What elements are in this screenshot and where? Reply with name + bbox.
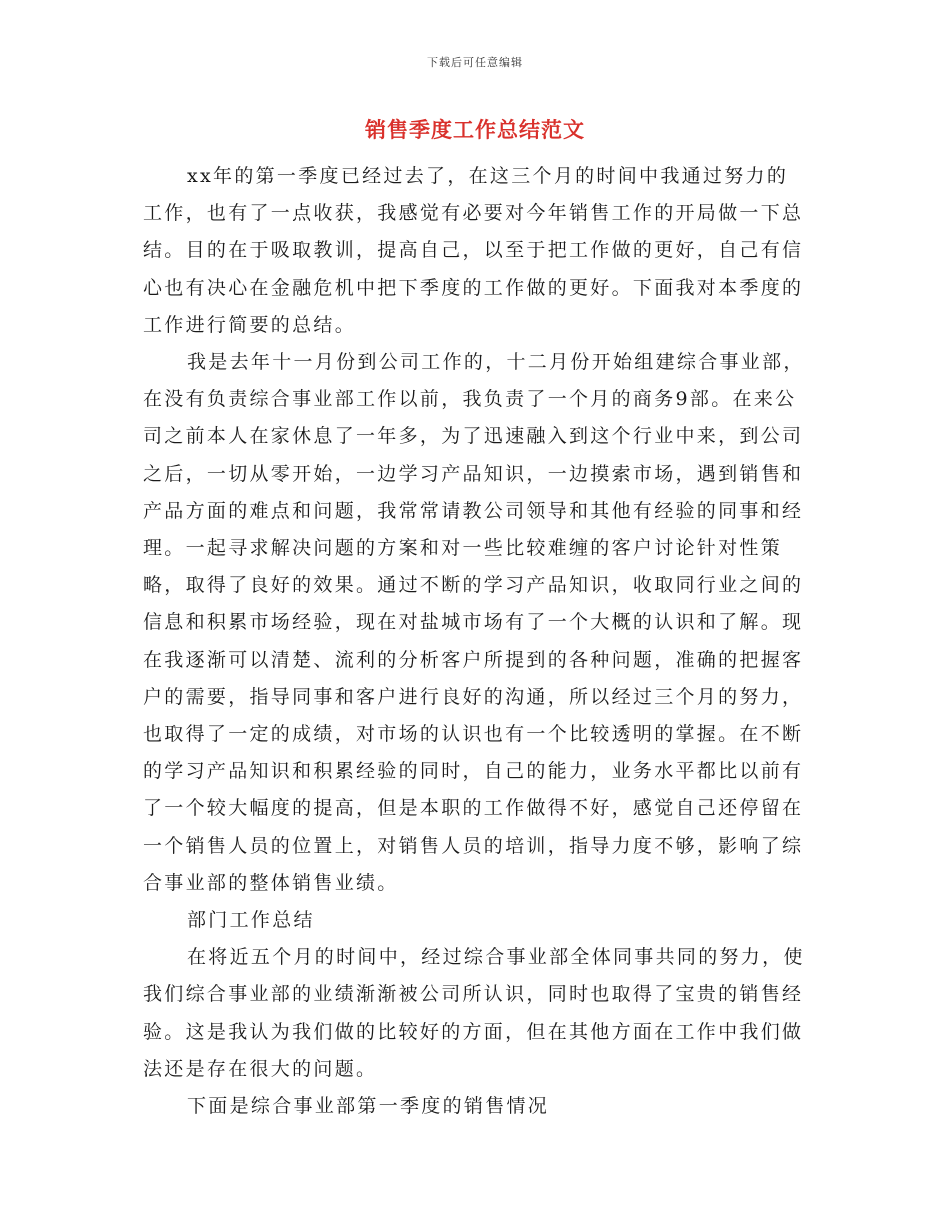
header-note: 下载后可任意编辑 bbox=[427, 56, 523, 69]
document-title: 销售季度工作总结范文 bbox=[365, 117, 585, 142]
paragraph-department-summary: 在将近五个月的时间中，经过综合事业部全体同事共同的努力，使我们综合事业部的业绩渐渐被公司所认识，同时也取得了宝贵的销售经验。这是我认为我们做的比较好的方面，但在其他方面在工作中我们做法还是存在很大的问题。 bbox=[143, 946, 805, 1080]
document-body bbox=[143, 158, 808, 1125]
paragraph-intro: xx年的第一季度已经过去了，在这三个月的时间中我通过努力的工作，也有了一点收获，我感觉有必要对今年销售工作的开局做一下总结。目的在于吸取教训，提高自己，以至于把工作做的更好，自己有信心也有决心在金融危机中把下季度的工作做的更好。下面我对本季度的工作进行简要的总结。 bbox=[143, 165, 804, 336]
paragraph-sales-intro: 下面是综合事业部第一季度的销售情况 bbox=[187, 1095, 550, 1118]
paragraph-personal-work: 我是去年十一月份到公司工作的，十二月份开始组建综合事业部，在没有负责综合事业部工作以前，我负责了一个月的商务9部。在来公司之前本人在家休息了一年多，为了迅速融入到这个行业中来，到公司之后，一切从零开始，一边学习产品知识，一边摸索市场，遇到销售和产品方面的难点和问题，我常常请教公司领导和其他有经验的同事和经理。一起寻求解决问题的方案和对一些比较难缠的客户讨论针对性策略，取得了良好的效果。通过不断的学习产品知识，收取同行业之间的信息和积累市场经验，现在对盐城市场有了一个大概的认识和了解。现在我逐渐可以清楚、流利的分析客户所提到的各种问题，准确的把握客户的需要，指导同事和客户进行良好的沟通，所以经过三个月的努力，也取得了一定的成绩，对市场的认识也有一个比较透明的掌握。在不断的学习产品知识和积累经验的同时，自己的能力，业务水平都比以前有了一个较大幅度的提高，但是本职的工作做得不好，感觉自己还停留在一个销售人员的位置上，对销售人员的培训，指导力度不够，影响了综合事业部的整体销售业绩。 bbox=[143, 351, 805, 894]
section-heading-department-summary: 部门工作总结 bbox=[187, 909, 315, 932]
